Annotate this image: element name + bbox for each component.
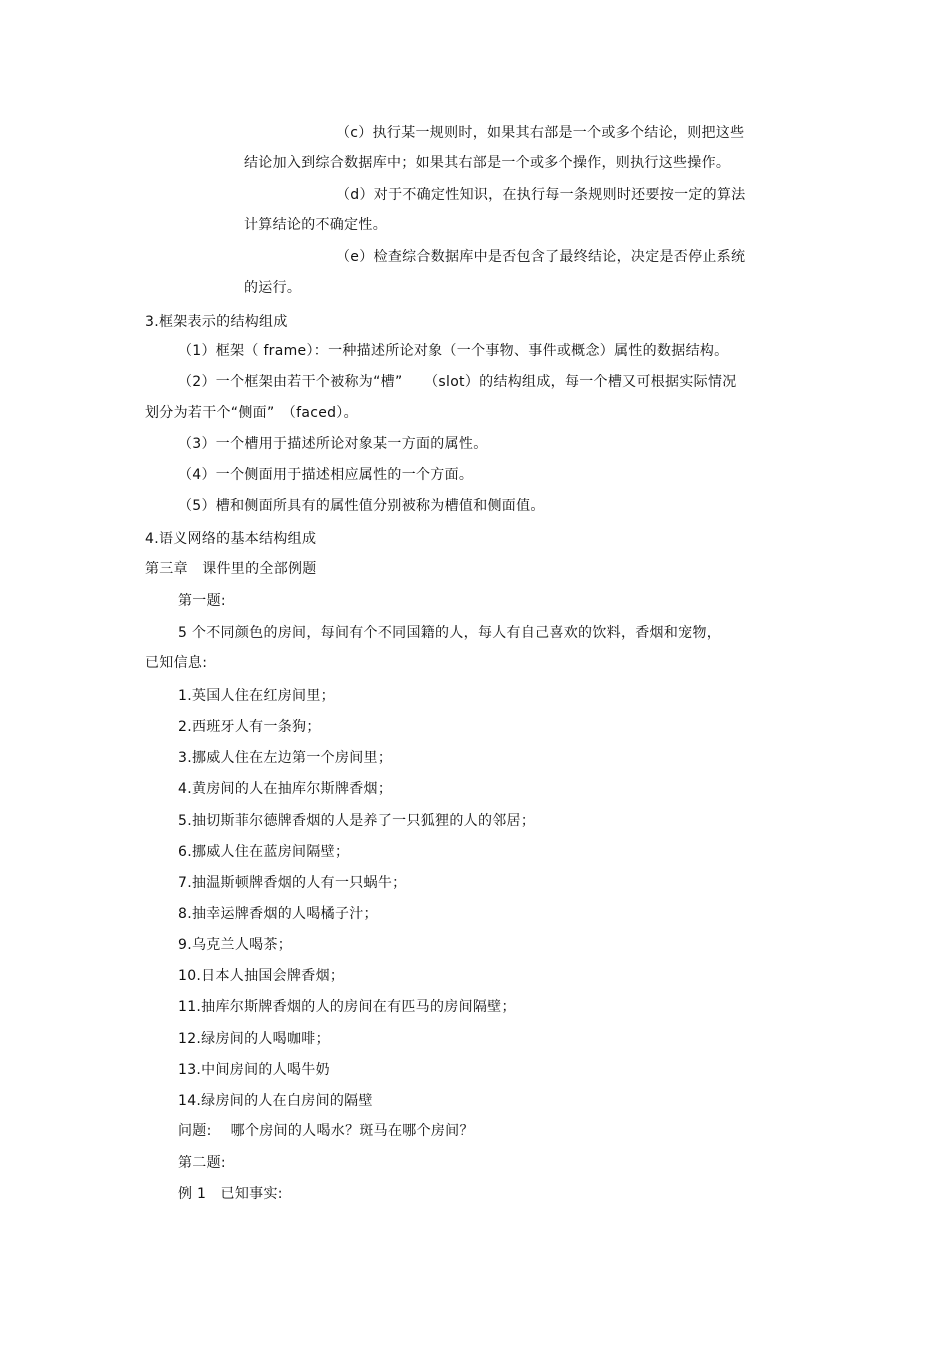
frame-item-3: （3）一个槽用于描述所论对象某一方面的属性。 [178,436,488,452]
clue-8: 8.抽幸运牌香烟的人喝橘子汁； [178,906,378,922]
clue-3: 3.挪威人住在左边第一个房间里； [178,750,393,766]
section-heading-semantic-network: 4.语义网络的基本结构组成 [145,531,317,547]
rule-d-line-2: 计算结论的不确定性。 [244,217,387,233]
clue-13: 13.中间房间的人喝牛奶 [178,1062,330,1078]
clue-11: 11.抽库尔斯牌香烟的人的房间在有匹马的房间隔壁； [178,999,516,1015]
problem-1-intro: 5 个不同颜色的房间，每间有个不同国籍的人，每人有自己喜欢的饮料，香烟和宠物， [178,625,722,641]
rule-c-line-2: 结论加入到综合数据库中；如果其右部是一个或多个操作，则执行这些操作。 [244,155,731,171]
frame-item-1: （1）框架（ frame）：一种描述所论对象（一个事物、事件或概念）属性的数据结构。 [178,343,729,359]
clue-9: 9.乌克兰人喝茶； [178,937,293,953]
rule-e-line-1: （e）检查综合数据库中是否包含了最终结论，决定是否停止系统 [336,249,746,265]
problem-1-heading: 第一题: [178,593,226,609]
frame-item-2-line-2: 划分为若干个“侧面” （faced）。 [145,405,358,421]
frame-item-4: （4）一个侧面用于描述相应属性的一个方面。 [178,467,474,483]
rule-e-line-2: 的运行。 [244,280,302,296]
clue-6: 6.挪威人住在蓝房间隔壁； [178,844,350,860]
chapter-heading: 第三章 课件里的全部例题 [145,561,317,577]
clue-12: 12.绿房间的人喝咖啡； [178,1031,330,1047]
clue-2: 2.西班牙人有一条狗； [178,719,321,735]
example-1-facts: 例 1 已知事实: [178,1186,283,1202]
frame-item-5: （5）槽和侧面所具有的属性值分别被称为槽值和侧面值。 [178,498,545,514]
question-line: 问题: 哪个房间的人喝水？斑马在哪个房间？ [178,1123,474,1139]
problem-2-heading: 第二题: [178,1155,226,1171]
rule-c-line-1: （c）执行某一规则时，如果其右部是一个或多个结论，则把这些 [336,125,745,141]
clue-10: 10.日本人抽国会牌香烟； [178,968,345,984]
known-info-label: 已知信息: [145,655,208,671]
section-heading-frame: 3.框架表示的结构组成 [145,314,288,330]
clue-5: 5.抽切斯菲尔德牌香烟的人是养了一只狐狸的人的邻居； [178,813,536,829]
clue-7: 7.抽温斯顿牌香烟的人有一只蜗牛； [178,875,407,891]
clue-14: 14.绿房间的人在白房间的隔壁 [178,1093,373,1109]
rule-d-line-1: （d）对于不确定性知识，在执行每一条规则时还要按一定的算法 [336,187,746,203]
clue-4: 4.黄房间的人在抽库尔斯牌香烟； [178,781,393,797]
clue-1: 1.英国人住在红房间里； [178,688,335,704]
frame-item-2-line-1: （2）一个框架由若干个被称为“槽” （slot）的结构组成，每一个槽又可根据实际情况 [178,374,737,390]
